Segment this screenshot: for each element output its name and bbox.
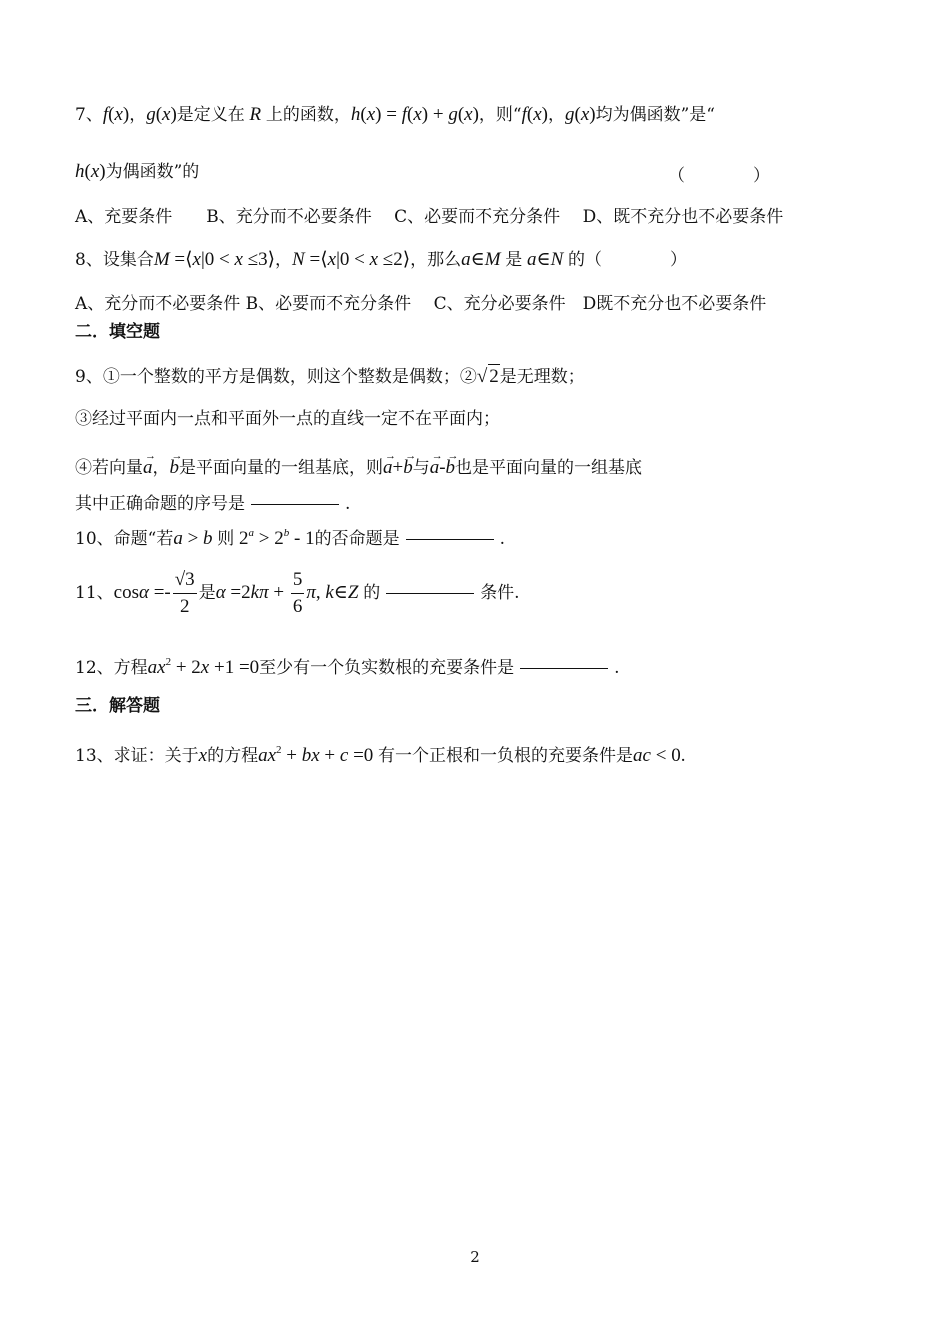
math-gx: g — [146, 104, 156, 125]
math-hx: h — [75, 161, 85, 182]
q7-options: A、充要条件 B、充分而不必要条件 C、必要而不充分条件 D、既不充分也不必要条件 — [75, 207, 784, 227]
q7-line1: 7、f(x)，g(x)是定义在 R 上的函数，h(x) = f(x) + g(x)，则“f(x)，g(x)均为偶函数”是“ — [75, 104, 715, 125]
math-set-M: M — [153, 249, 170, 270]
answer-blank[interactable] — [386, 593, 474, 594]
q9-line4: 其中正确命题的序号是 . — [75, 494, 351, 514]
q12-line: 12、方程$ax^2 + 2x +1 =0$至少有一个负实数根的充要条件是 . — [75, 656, 620, 678]
math-sqrt2: 2 — [489, 366, 499, 387]
answer-blank[interactable] — [251, 504, 339, 505]
vector-a: → a — [143, 450, 153, 480]
fraction-5-over-6: $\frac{5}{6}$ — [292, 569, 303, 617]
q8-options: A、充分而不必要条件 B、必要而不充分条件 C、充分必要条件 D既不充分也不必要条件 — [75, 294, 767, 314]
q9-line3: ④若向量→ a，→ b是平面向量的一组基底，则→ a+→ b与→ a-→ b也是平面向量的一组基底 — [75, 450, 642, 480]
math-set-N: N — [292, 249, 305, 270]
q7-number: 7、 — [75, 105, 103, 125]
math-hx-def: h — [350, 104, 361, 125]
q7-answer-paren: （ ） — [668, 166, 770, 186]
math-R: R — [244, 104, 266, 125]
q8-line: 8、设集合M =⟨x|0 < x ≤3⟩，N =⟨x|0 < x ≤2⟩，那么a∈M 是 a∈N 的（ ） — [75, 249, 688, 270]
section-answer-heading: 三．解答题 — [75, 696, 160, 716]
q7-line2: h(x)为偶函数”的 — [75, 161, 200, 182]
math-fx: f — [102, 104, 109, 125]
vector-b: → b — [170, 450, 180, 480]
q10-line: 10、命题“若a > b 则 $2^a > 2^b - 1$的否命题是 . — [75, 527, 505, 549]
answer-blank[interactable] — [406, 539, 494, 540]
q13-line: 13、求证：关于x的方程$ax^2$ + bx + c =0 有一个正根和一负根的充要条件是ac < 0. — [75, 744, 686, 766]
q9-line2: ③经过平面内一点和平面外一点的直线一定不在平面内； — [75, 409, 500, 429]
fraction-sqrt3-over-2: $\frac{√3}{2}$ — [174, 569, 195, 617]
section-fill-in-heading: 二．填空题 — [75, 322, 160, 342]
q9-line1: 9、①一个整数的平方是偶数，则这个整数是偶数；②√ 2是无理数； — [75, 366, 585, 387]
page-number: 2 — [470, 1248, 480, 1266]
answer-blank[interactable] — [520, 668, 608, 669]
q11-line: 11、cosα =- $\frac{√3}{2}$ 是α =2kπ + $\frac{5}{6}$ π, k∈Z 的 条件. — [75, 565, 520, 621]
